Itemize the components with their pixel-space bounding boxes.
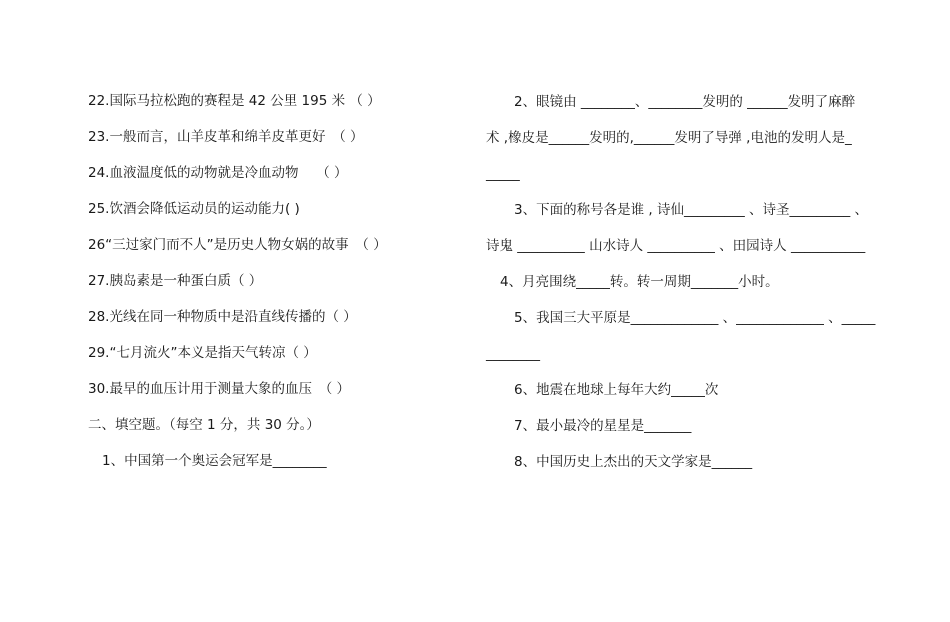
fill-question-5-line-2: ________ bbox=[486, 346, 540, 362]
fill-question-2-line-1: 2、眼镜由 ________、________发明的 ______发明了麻醉 bbox=[514, 94, 856, 110]
question-27: 27.胰岛素是一种蛋白质（ ） bbox=[88, 273, 263, 289]
fill-question-3-line-1: 3、下面的称号各是谁 , 诗仙_________ 、诗圣_________ 、 bbox=[514, 202, 869, 218]
fill-question-3-line-2: 诗鬼 __________ 山水诗人 __________ 、田园诗人 ___________ bbox=[486, 238, 866, 254]
question-26: 26“三过家门而不人”是历史人物女娲的故事 （ ） bbox=[88, 237, 387, 253]
question-24: 24.血液温度低的动物就是冷血动物 （ ） bbox=[88, 165, 348, 181]
question-23: 23.一般而言，山羊皮革和绵羊皮革更好 （ ） bbox=[88, 129, 364, 145]
fill-question-5-line-1: 5、我国三大平原是_____________ 、_____________ 、_____ bbox=[514, 310, 876, 326]
fill-question-7: 7、最小最冷的星星是_______ bbox=[514, 418, 692, 434]
question-28: 28.光线在同一种物质中是沿直线传播的（ ） bbox=[88, 309, 357, 325]
question-25: 25.饮酒会降低运动员的运动能力( ) bbox=[88, 201, 300, 217]
left-column bbox=[88, 88, 488, 484]
question-29: 29.“七月流火”本义是指天气转凉（ ） bbox=[88, 345, 317, 361]
fill-question-8: 8、中国历史上杰出的天文学家是______ bbox=[514, 454, 753, 470]
right-column bbox=[486, 88, 886, 484]
section-heading-fill-in: 二、填空题。（每空 1 分，共 30 分。） bbox=[88, 417, 320, 433]
fill-question-1: 1、中国第一个奥运会冠军是________ bbox=[102, 453, 327, 469]
question-22: 22.国际马拉松跑的赛程是 42 公里 195 米 （ ） bbox=[88, 93, 381, 109]
fill-question-4: 4、月亮围绕_____转。转一周期_______小时。 bbox=[500, 274, 779, 290]
fill-question-2-line-3: _____ bbox=[486, 166, 520, 182]
fill-question-6: 6、地震在地球上每年大约_____次 bbox=[514, 382, 719, 398]
fill-question-2-line-2: 术 ,橡皮是______发明的,______发明了导弹 ,电池的发明人是_ bbox=[486, 130, 852, 146]
question-30: 30.最早的血压计用于测量大象的血压 （ ） bbox=[88, 381, 351, 397]
